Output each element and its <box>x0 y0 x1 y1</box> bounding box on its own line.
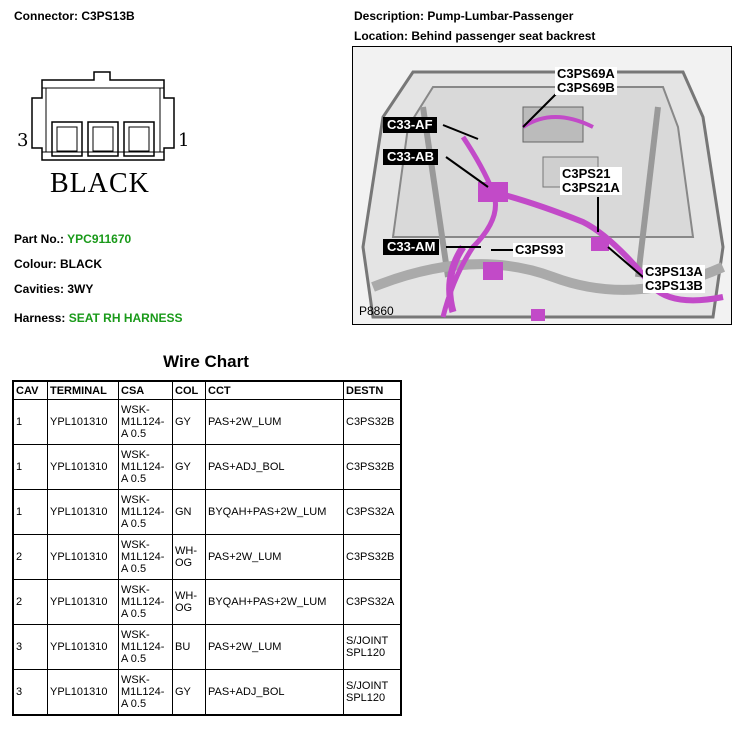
cell-cct: PAS+2W_LUM <box>206 535 344 580</box>
part-no-line <box>14 232 131 246</box>
connector-face-drawing <box>14 60 194 210</box>
cell-cav: 1 <box>13 400 48 445</box>
header-col: COL <box>173 381 206 400</box>
header-cav: CAV <box>13 381 48 400</box>
cell-cct: PAS+2W_LUM <box>206 400 344 445</box>
cell-destn: C3PS32B <box>344 445 402 490</box>
cell-cct: BYQAH+PAS+2W_LUM <box>206 580 344 625</box>
header-csa: CSA <box>119 381 173 400</box>
cell-cav: 1 <box>13 490 48 535</box>
callout-c33-ab: C33-AB <box>383 149 438 165</box>
cell-csa: WSK- M1L124- A 0.5 <box>119 580 173 625</box>
cell-csa: WSK- M1L124- A 0.5 <box>119 490 173 535</box>
cell-cav: 2 <box>13 535 48 580</box>
table-row <box>13 580 401 625</box>
location-label: Location: <box>354 29 408 43</box>
cell-terminal: YPL101310 <box>48 445 119 490</box>
table-header-row <box>13 381 401 400</box>
cell-col: GN <box>173 490 206 535</box>
table-row <box>13 445 401 490</box>
connector-color-text: BLACK <box>50 168 150 199</box>
cell-col: GY <box>173 670 206 716</box>
callout-c33-am: C33-AM <box>383 239 439 255</box>
cell-destn: C3PS32A <box>344 580 402 625</box>
pin-label-left: 3 <box>17 130 29 151</box>
colour-label: Colour: <box>14 257 57 271</box>
callout-c33-af: C33-AF <box>383 117 437 133</box>
connector-title: Connector: C3PS13B <box>14 9 135 23</box>
part-no-label: Part No.: <box>14 232 65 246</box>
pin-label-right: 1 <box>178 130 190 151</box>
cell-terminal: YPL101310 <box>48 400 119 445</box>
wire-chart-title: Wire Chart <box>163 352 249 371</box>
cavities-line <box>14 282 93 296</box>
header-terminal: TERMINAL <box>48 381 119 400</box>
cell-destn: S/JOINT SPL120 <box>344 670 402 716</box>
header-cct: CCT <box>206 381 344 400</box>
description-line <box>354 9 573 23</box>
cell-csa: WSK- M1L124- A 0.5 <box>119 670 173 716</box>
cell-cct: PAS+2W_LUM <box>206 625 344 670</box>
cell-destn: C3PS32A <box>344 490 402 535</box>
description-value: Pump-Lumbar-Passenger <box>427 9 574 23</box>
table-row <box>13 400 401 445</box>
description-label: Description: <box>354 9 425 23</box>
cell-col: WH- OG <box>173 535 206 580</box>
colour-value: BLACK <box>60 257 102 271</box>
table-row <box>13 535 401 580</box>
harness-line <box>14 311 183 325</box>
cell-destn: C3PS32B <box>344 400 402 445</box>
cell-terminal: YPL101310 <box>48 535 119 580</box>
cell-terminal: YPL101310 <box>48 670 119 716</box>
harness-label: Harness: <box>14 311 66 325</box>
cavity-3 <box>52 122 82 156</box>
harness-link[interactable]: SEAT RH HARNESS <box>68 311 183 325</box>
cell-col: GY <box>173 445 206 490</box>
callout-c3ps13: C3PS13A C3PS13B <box>645 264 703 293</box>
cell-terminal: YPL101310 <box>48 490 119 535</box>
cell-csa: WSK- M1L124- A 0.5 <box>119 400 173 445</box>
header-destn: DESTN <box>344 381 402 400</box>
cell-col: BU <box>173 625 206 670</box>
photo-ref-label: P8860 <box>359 304 394 318</box>
callout-c3ps93: C3PS93 <box>515 242 564 257</box>
part-no-link[interactable]: YPC911670 <box>67 232 132 246</box>
cell-csa: WSK- M1L124- A 0.5 <box>119 535 173 580</box>
cell-csa: WSK- M1L124- A 0.5 <box>119 625 173 670</box>
cavity-2 <box>88 122 118 156</box>
cell-terminal: YPL101310 <box>48 580 119 625</box>
table-row <box>13 625 401 670</box>
cell-cct: PAS+ADJ_BOL <box>206 670 344 716</box>
cell-cct: BYQAH+PAS+2W_LUM <box>206 490 344 535</box>
cell-cav: 1 <box>13 445 48 490</box>
callout-c3ps21: C3PS21 C3PS21A <box>562 166 620 195</box>
location-photo <box>352 46 732 325</box>
wire-chart-table <box>12 380 402 716</box>
cell-destn: S/JOINT SPL120 <box>344 625 402 670</box>
cavities-value: 3WY <box>67 282 94 296</box>
cell-col: GY <box>173 400 206 445</box>
cavity-1 <box>124 122 154 156</box>
wire-chart-body <box>13 400 401 716</box>
cell-cav: 2 <box>13 580 48 625</box>
cell-destn: C3PS32B <box>344 535 402 580</box>
cell-cct: PAS+ADJ_BOL <box>206 445 344 490</box>
table-row <box>13 670 401 716</box>
cell-cav: 3 <box>13 625 48 670</box>
cell-csa: WSK- M1L124- A 0.5 <box>119 445 173 490</box>
cell-cav: 3 <box>13 670 48 716</box>
callout-c3ps69: C3PS69A C3PS69B <box>557 66 615 95</box>
location-value: Behind passenger seat backrest <box>411 29 596 43</box>
location-line <box>354 29 595 43</box>
cell-col: WH- OG <box>173 580 206 625</box>
cell-terminal: YPL101310 <box>48 625 119 670</box>
table-row <box>13 490 401 535</box>
colour-line <box>14 257 102 271</box>
cavities-label: Cavities: <box>14 282 65 296</box>
